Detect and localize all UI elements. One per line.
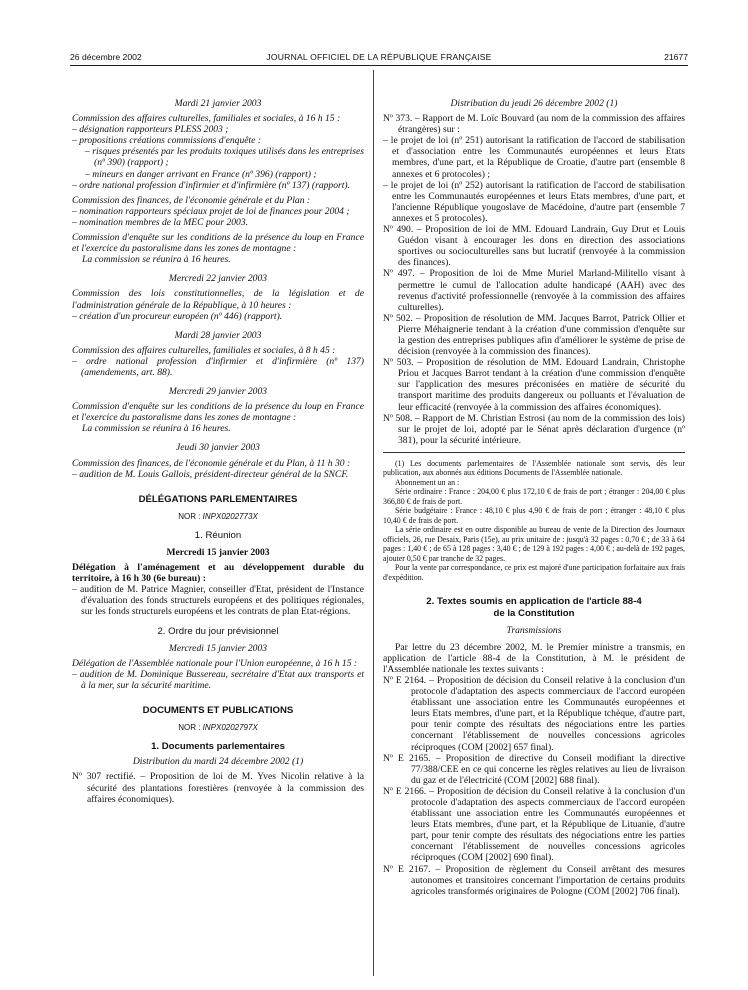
page-header	[70, 52, 688, 66]
agenda-item: – audition de M. Dominique Bussereau, secrétaire d'Etat aux transports et à la mer, sur la sécurité maritime.	[72, 668, 364, 691]
journal-title: JOURNAL OFFICIEL DE LA RÉPUBLIQUE FRANÇAISE	[266, 52, 492, 62]
document-subitem: – le projet de loi (nº 252) autorisant la ratification de l'accord de stabilisation entre les Communautés européennes et leurs Etats membres, d'une part, et l'ancienne République yougoslave de Macédoine, d'autre part (ensemble 7 annexes et 5 protocoles).	[383, 179, 685, 224]
document-entry: Nº E 2166. – Proposition de décision du Conseil relative à la conclusion d'un protocole d'adaptation des aspects commerciaux de l'accord européen établissant une association entre les Communautés européennes et leurs Etats membres, d'une part, et la République de Lituanie, d'autre part, pour tenir compte des résultats des négociations entre les parties concernant l'établissement de nouvelles concessions agricoles réciproques (COM [2002] 690 final).	[383, 785, 685, 864]
right-column	[383, 98, 685, 897]
agenda-item: – audition de M. Louis Gallois, président-directeur général de la SNCF.	[72, 468, 349, 480]
agenda-item: – ordre national profession d'infirmier et d'infirmière (nº 137) (rapport).	[72, 179, 350, 191]
document-entry: Nº E 2167. – Proposition de règlement du Conseil arrêtant des mesures autonomes et transitoires concernant l'importation de certains produits agricoles transformés originaires de Pologne (COM [2002] 706 final).	[383, 863, 685, 897]
document-entry: Nº 497. – Proposition de loi de Mme Muriel Marland-Militello visant à permettre le cumul de l'allocation adulte handicapé (AAH) avec des revenus d'activité professionnelle (renvoyée à la commission des affaires culturelles).	[383, 268, 685, 313]
document-entry: Nº 502. – Proposition de résolution de MM. Jacques Barrot, Patrick Ollier et Pierre Méhaignerie tendant à la création d'une commission d'enquête sur la gestion des entreprises publiques afin d'améliorer le système de prise de décision (renvoyée à la commission des finances).	[383, 312, 685, 358]
nor-reference: NOR : INPX0202773X	[178, 511, 258, 521]
delegation-line: Délégation à l'aménagement et au développement durable du territoire, à 16 h 30 (6e bureau) :	[72, 562, 364, 585]
footnote-rule	[383, 452, 685, 453]
footnote: Série budgétaire : France : 48,10 € plus 4,90 € de frais de port ; étranger : 48,10 € plus 10,40 € de frais de port.	[383, 506, 685, 525]
commission-line: Commission d'enquête sur les conditions de la présence du loup en France et l'exercice du pastoralisme dans les zones de montagne :	[72, 232, 364, 255]
date-heading: Mercredi 29 janvier 2003	[168, 386, 268, 398]
commission-line: Commission des finances, de l'économie générale et du Plan :	[72, 194, 311, 206]
distribution-heading: Distribution du mardi 24 décembre 2002 (1)	[132, 756, 304, 768]
subsection-title: Transmissions	[506, 624, 562, 636]
agenda-subitem: – mineurs en danger arrivant en France (nº 396) (rapport) ;	[85, 168, 317, 180]
section-title: DÉLÉGATIONS PARLEMENTAIRES	[138, 493, 298, 505]
date-heading: Mardi 28 janvier 2003	[174, 329, 262, 341]
commission-line: Commission des lois constitutionnelles, de la législation et de l'administration générale de la République, à 10 heures :	[72, 288, 364, 311]
header-date: 26 décembre 2002	[70, 52, 142, 62]
section-title: DOCUMENTS ET PUBLICATIONS	[142, 705, 294, 717]
subsection-title: 1. Documents parlementaires	[151, 741, 285, 753]
date-heading: Jeudi 30 janvier 2003	[176, 442, 260, 454]
footnote: (1) Les documents parlementaires de l'Assemblée nationale sont servis, dès leur publication, aux abonnés aux éditions Documents de l'Assemblée nationale.	[383, 458, 685, 478]
agenda-item: – nomination membres de la MEC pour 2003.	[72, 216, 249, 228]
distribution-heading: Distribution du jeudi 26 décembre 2002 (1)	[450, 98, 618, 109]
section-title: 2. Textes soumis en application de l'article 88-4	[426, 596, 642, 608]
transmission-intro: Par lettre du 23 décembre 2002, M. le Premier ministre a transmis, en application de l'article 88-4 de la Constitution, à M. le président de l'Assemblée nationale les textes suivants :	[383, 641, 685, 675]
date-heading: Mercredi 15 janvier 2003	[166, 547, 270, 558]
subsection-title: 2. Ordre du jour prévisionnel	[157, 625, 279, 637]
agenda-item: – nomination rapporteurs spéciaux projet de loi de finances pour 2004 ;	[72, 205, 350, 217]
document-entry: Nº 373. – Rapport de M. Loïc Bouvard (au nom de la commission des affaires étrangères) sur :	[383, 113, 685, 136]
commission-line: Commission des affaires culturelles, familiales et sociales, à 8 h 45 :	[72, 344, 336, 356]
footnote: Abonnement un an :	[395, 477, 460, 487]
left-column	[72, 98, 364, 805]
agenda-item: – désignation rapporteurs PLESS 2003 ;	[72, 124, 229, 136]
agenda-item: – audition de M. Patrice Magnier, conseiller d'Etat, président de l'Instance d'évaluation des fonds structurels européens et des politiques régionales, sur les fonds structurels européens et les contrats de plan Etat-régions.	[72, 584, 364, 618]
agenda-subitem: – risques présentés par les produits toxiques utilisés dans les entreprises (nº 390) (rapport) ;	[85, 146, 364, 169]
column-divider	[373, 70, 374, 976]
document-entry: Nº 508. – Rapport de M. Christian Estrosi (au nom de la commission des lois) sur le projet de loi, adopté par le Sénat après déclaration d'urgence (nº 381), pour la sécurité intérieure.	[383, 412, 685, 446]
footnote: La série ordinaire est en outre disponible au bureau de vente de la Direction des Journaux officiels, 26, rue Desaix, Paris (15e), au prix unitaire de : jusqu'à 32 pages : 0,70 € ; de 33 à 64 pages : 1,40 € ; de 65 à 128 pages : 3,40 € ; de 129 à 192 pages : 4,00 € ; au-delà de 192 pages, ajouter 0,50 € par tranche de 32 pages.	[383, 525, 685, 563]
section-title: de la Constitution	[493, 607, 575, 619]
commission-line: Commission d'enquête sur les conditions de la présence du loup en France et l'exercice du pastoralisme dans les zones de montagne :	[72, 401, 364, 424]
document-entry: Nº 307 rectifié. – Proposition de loi de M. Yves Nicolin relative à la sécurité des plantations forestières (renvoyée à la commission des affaires économiques).	[72, 771, 364, 805]
commission-line: Commission des affaires culturelles, familiales et sociales, à 16 h 15 :	[72, 113, 341, 125]
page-number: 21677	[664, 52, 688, 62]
document-entry: Nº 490. – Proposition de loi de MM. Edouard Landrain, Guy Drut et Louis Guédon visant à encourager les dons en direction des associations sportives ou socioculturelles sans but lucratif (renvoyée à la commission des finances).	[383, 224, 685, 269]
document-entry: Nº 503. – Proposition de résolution de MM. Edouard Landrain, Christophe Priou et Jacques Barrot tendant à la création d'une commission d'enquête sur l'application des mesures préconisées en matière de sécurité du transport maritime des produits dangereux ou polluants et l'évaluation de leur efficacité (renvoyée à la commission des affaires économiques).	[383, 357, 685, 413]
commission-line: Commission des finances, de l'économie générale et du Plan, à 11 h 30 :	[72, 457, 351, 469]
meeting-time: La commission se réunira à 16 heures.	[82, 423, 231, 435]
document-entry: Nº E 2164. – Proposition de décision du Conseil relative à la conclusion d'un protocole d'adaptation des aspects commerciaux de l'accord européen établissant une association entre les Communautés européennes et leurs Etats membres, d'une part, et la République tchèque, d'autre part, pour tenir compte des résultats des négociations entre les parties concernant l'établissement de nouvelles concessions agricoles réciproques (COM [2002] 657 final).	[383, 674, 685, 753]
agenda-item: – propositions créations commissions d'enquête :	[72, 135, 262, 147]
meeting-time: La commission se réunira à 16 heures.	[82, 254, 231, 266]
document-subitem: – le projet de loi (nº 251) autorisant la ratification de l'accord de stabilisation et d'association entre les Communautés européennes et leurs Etats membres, d'une part, et la République de Croatie, d'autre part (ensemble 8 annexes et 6 protocoles) ;	[383, 135, 685, 180]
date-heading: Mercredi 22 janvier 2003	[168, 273, 268, 285]
footnote: Pour la vente par correspondance, ce prix est majoré d'une participation forfaitaire aux frais d'expédition.	[383, 563, 685, 582]
agenda-item: – ordre national profession d'infirmier et d'infirmière (nº 137) (amendements, art. 88).	[72, 355, 364, 378]
date-heading: Mardi 21 janvier 2003	[174, 98, 262, 109]
document-entry: Nº E 2165. – Proposition de directive du Conseil modifiant la directive 77/388/CEE en ce qui concerne les règles relatives au lieu de livraison du gaz et de l'électricité (COM [2002] 688 final).	[383, 752, 685, 786]
delegation-line: Délégation de l'Assemblée nationale pour l'Union européenne, à 16 h 15 :	[72, 657, 358, 669]
footnote: Série ordinaire : France : 204,00 € plus 172,10 € de frais de port ; étranger : 204,00 € plus 366,80 € de frais de port.	[383, 487, 685, 506]
nor-reference: NOR : INPX0202797X	[178, 723, 258, 733]
date-heading: Mercredi 15 janvier 2003	[168, 642, 268, 654]
header-rule	[70, 65, 688, 66]
agenda-item: – création d'un procureur européen (nº 446) (rapport).	[72, 310, 283, 322]
subsection-title: 1. Réunion	[194, 529, 242, 541]
